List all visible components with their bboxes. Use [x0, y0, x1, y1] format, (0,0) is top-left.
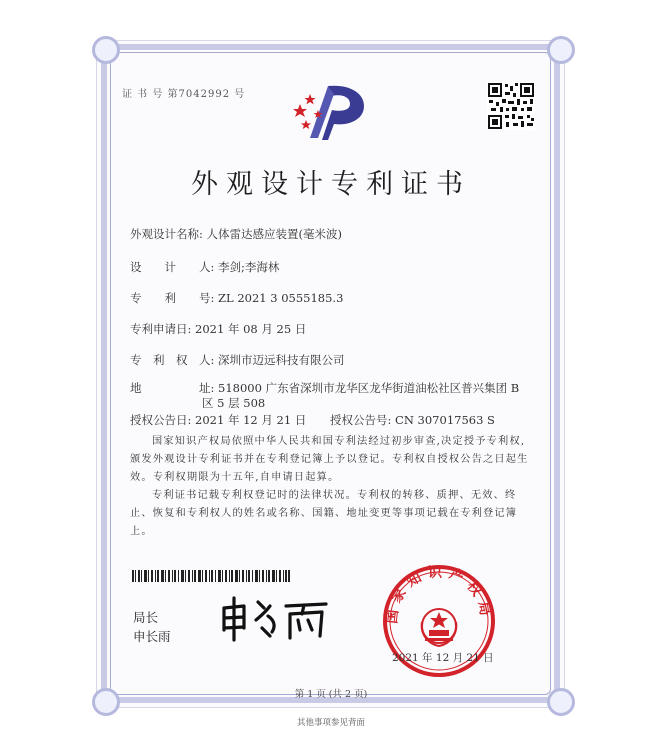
- field-label: 专 利 权 人:: [130, 353, 215, 367]
- handwritten-signature: [216, 592, 334, 644]
- field-designer: [130, 259, 279, 275]
- seal-date: 2021 年 12 月 21 日: [392, 652, 494, 664]
- field-value: 2021 年 12 月 21 日: [195, 413, 307, 427]
- certificate-number: 证 书 号 第7042992 号: [122, 89, 246, 100]
- footer-note: 其他事项参见背面: [296, 718, 365, 728]
- field-label: 外观设计名称:: [130, 227, 203, 241]
- field-label: 专 利 号:: [130, 291, 215, 305]
- field-label: 授权公告号:: [330, 413, 392, 427]
- qr-code-icon: [487, 82, 535, 130]
- barcode-icon: [132, 570, 290, 582]
- field-label: 授权公告日:: [130, 413, 192, 427]
- field-patent-number: [130, 290, 343, 306]
- field-value: 深圳市迈远科技有限公司: [218, 353, 345, 367]
- corner-ornament: [547, 36, 575, 64]
- field-value: 李剑;李海林: [218, 260, 280, 274]
- field-patentee: [130, 352, 345, 368]
- corner-ornament: [92, 36, 120, 64]
- field-value: ZL 2021 3 0555185.3: [218, 291, 344, 305]
- patent-office-emblem: [288, 80, 376, 144]
- field-value: 人体雷达感应装置(毫米波): [206, 227, 343, 241]
- seal-text: 国家知识产权局: [384, 564, 494, 625]
- field-value: CN 307017563 S: [395, 413, 495, 427]
- field-application-date: [130, 321, 306, 337]
- field-value: 518000 广东省深圳市龙华区龙华街道油松社区普兴集团 B: [218, 381, 520, 395]
- field-address: [130, 380, 519, 396]
- signatory-title: 局长: [133, 610, 159, 625]
- signatory-name: 申长雨: [133, 629, 171, 644]
- field-value: 2021 年 08 月 25 日: [195, 322, 307, 336]
- page-number: 第 1 页 (共 2 页): [294, 689, 368, 700]
- field-label: 设 计 人:: [130, 260, 215, 274]
- field-label: 地 址:: [130, 381, 215, 395]
- field-grant-number: [330, 412, 495, 428]
- legal-status-paragraph: 专利证书记载专利权登记时的法律状况。专利权的转移、质押、无效、终止、恢复和专利权人的姓名或名称、国籍、地址变更等事项记载在专利登记簿上。: [130, 490, 518, 537]
- field-label: 专利申请日:: [130, 322, 192, 336]
- field-grant-date: [130, 412, 306, 428]
- certificate-title: 外观设计专利证书: [191, 169, 471, 200]
- grant-statement-paragraph: 国家知识产权局依照中华人民共和国专利法经过初步审查,决定授予专利权,颁发外观设计专利证书并在专利登记簿上予以登记。专利权自授权公告之日起生效。专利权期限为十五年,自申请日起算。: [130, 436, 529, 483]
- field-design-name: [130, 226, 342, 242]
- field-address-line2: 区 5 层 508: [202, 396, 266, 410]
